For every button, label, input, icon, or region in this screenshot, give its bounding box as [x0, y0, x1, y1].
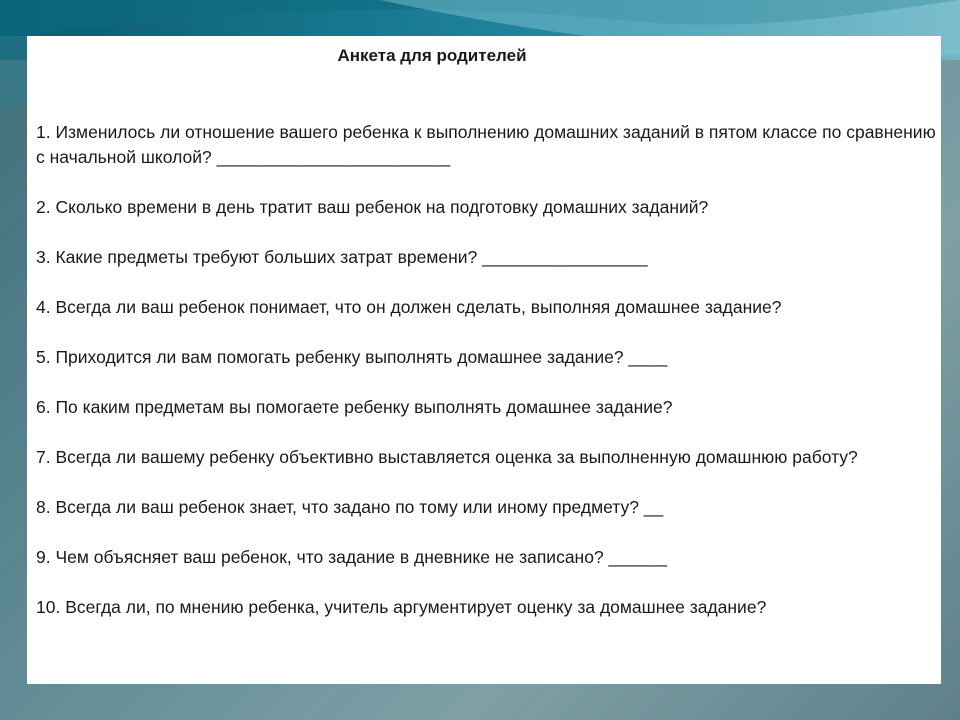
- question-item: 8. Всегда ли ваш ребенок знает, что задано по тому или иному предмету? __: [36, 497, 664, 517]
- question-item: 1. Изменилось ли отношение вашего ребенка к выполнению домашних заданий в пятом классе по сравнению с начальной школой? ________________________: [36, 122, 936, 167]
- question-item: 7. Всегда ли вашему ребенку объективно выставляется оценка за выполненную домашнюю работу?: [36, 447, 858, 467]
- question-item: 4. Всегда ли ваш ребенок понимает, что он должен сделать, выполняя домашнее задание?: [36, 297, 782, 317]
- questionnaire-sheet: [27, 36, 941, 684]
- question-list: [36, 120, 936, 620]
- question-item: 2. Сколько времени в день тратит ваш ребенок на подготовку домашних заданий?: [36, 197, 709, 217]
- question-item: 5. Приходится ли вам помогать ребенку выполнять домашнее задание? ____: [36, 347, 668, 367]
- question-item: 3. Какие предметы требуют больших затрат времени? _________________: [36, 247, 648, 267]
- page-title: Анкета для родителей: [337, 46, 527, 65]
- question-item: 10. Всегда ли, по мнению ребенка, учитель аргументирует оценку за домашнее задание?: [36, 597, 767, 617]
- question-item: 6. По каким предметам вы помогаете ребенку выполнять домашнее задание?: [36, 397, 673, 417]
- question-item: 9. Чем объясняет ваш ребенок, что задание в дневнике не записано? ______: [36, 547, 667, 567]
